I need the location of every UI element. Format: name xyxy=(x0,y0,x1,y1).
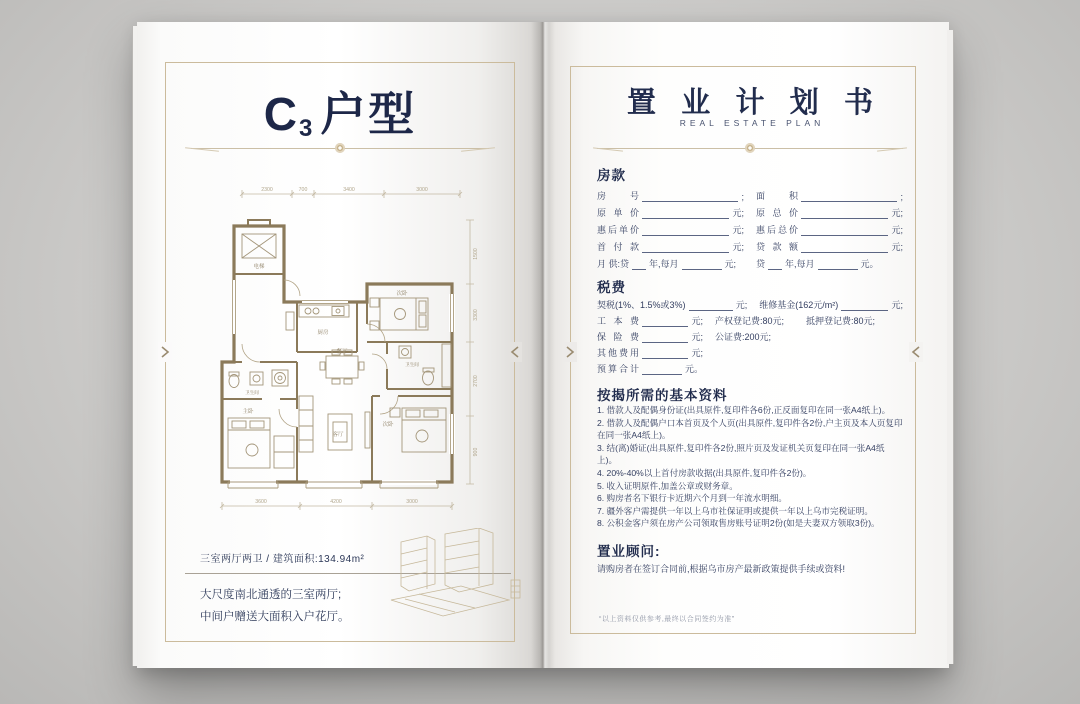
tax-row xyxy=(597,327,903,343)
tax-section-heading: 税费 xyxy=(597,280,626,295)
fill-in-blank xyxy=(642,365,682,375)
field-suffix: ; xyxy=(741,192,744,202)
footnote-text: “以上资料仅供参考,最终以合同签约为准” xyxy=(599,616,735,623)
mortgage-item: 7. 疆外客户需提供一年以上乌市社保证明或提供一年以上乌市完税证明。 xyxy=(597,505,873,516)
fill-in-blank xyxy=(689,301,733,311)
field-label: 房 号 xyxy=(597,191,639,201)
field-suffix: 元; xyxy=(732,208,744,218)
fill-in-blank xyxy=(642,333,688,343)
field-suffix: 元; xyxy=(691,316,703,326)
mortgage-item: 6. 购房者名下银行卡近期六个月到一年流水明细。 xyxy=(597,493,788,504)
dim-right-2: 3300 xyxy=(473,309,479,321)
left-page xyxy=(137,22,543,668)
unit-spec-text: 三室两厅两卫 / 建筑面积:134.94m² xyxy=(200,554,365,565)
floorplan-title-letter: C xyxy=(263,88,299,140)
field-suffix: 元; xyxy=(724,259,737,269)
title-divider-right xyxy=(597,148,903,149)
payment-section-heading: 房款 xyxy=(597,168,626,183)
dim-bottom-1: 3600 xyxy=(255,499,267,505)
field-suffix: 元; xyxy=(891,300,903,310)
left-page-content xyxy=(137,22,543,668)
field-suffix: 元; xyxy=(735,300,748,310)
payment-row-monthly xyxy=(597,253,903,270)
field-suffix: 元。 xyxy=(684,364,703,374)
mortgage-item: 3. 结(离)婚证(出具原件,复印件各2份,照片页及发证机关页复印在同一张A4纸上)。 xyxy=(597,442,885,466)
mortgage-section-heading: 按揭所需的基本资料 xyxy=(597,388,728,403)
dim-right-1: 1500 xyxy=(473,248,479,260)
tax-rows xyxy=(597,295,903,375)
tax-row xyxy=(597,359,903,375)
field-label: 其他费用 xyxy=(597,348,639,358)
right-page-content xyxy=(597,22,903,668)
room-label-bedroom-bottom: 次卧 xyxy=(382,422,394,428)
payment-row xyxy=(597,236,903,253)
room-label-living: 客厅 xyxy=(332,432,344,438)
dim-bottom-3: 3000 xyxy=(406,499,418,505)
field-suffix: 元; xyxy=(691,348,703,358)
fixed-fee-text: 产权登记费:80元; xyxy=(715,316,785,326)
fill-in-blank xyxy=(642,349,688,359)
field-suffix: 元; xyxy=(891,208,903,218)
field-label: 原单价 xyxy=(597,208,639,218)
room-label-dining: 餐厅 xyxy=(336,349,348,355)
floor-plan-drawing xyxy=(202,184,494,516)
room-labels xyxy=(242,262,419,438)
field-suffix: ; xyxy=(900,192,903,202)
field-label: 月 供:贷 xyxy=(597,259,630,269)
field-label: 工本费 xyxy=(597,316,639,326)
fill-in-blank xyxy=(768,260,782,270)
brochure-spread xyxy=(137,22,949,668)
dim-top-3: 3400 xyxy=(343,187,355,193)
fill-in-blank xyxy=(642,243,729,253)
field-label: 贷 xyxy=(756,259,766,269)
unit-description-line1: 大尺度南北通透的三室两厅; xyxy=(200,589,342,601)
building-sketch-drawing xyxy=(383,528,528,628)
consultant-text: 请购房者在签订合同前,根据乌市房产最新政策提供手续或资料! xyxy=(597,564,846,574)
dim-bottom-2: 4200 xyxy=(330,499,342,505)
dim-top-4: 3000 xyxy=(416,187,428,193)
chevron-left-icon xyxy=(909,342,923,362)
payment-row xyxy=(597,219,903,236)
chevron-right-icon xyxy=(563,342,577,362)
windows xyxy=(228,280,455,488)
chevron-left-icon xyxy=(508,342,522,362)
fill-in-blank xyxy=(642,317,688,327)
consultant-heading: 置业顾问: xyxy=(597,544,661,559)
floorplan-title-suffix: 户型 xyxy=(320,88,417,140)
dim-top-1: 2300 xyxy=(261,187,273,193)
field-label: 贷款额 xyxy=(756,242,798,252)
plan-subtitle: REAL ESTATE PLAN xyxy=(679,118,825,128)
fill-in-blank xyxy=(632,260,646,270)
field-label: 预算合计 xyxy=(597,364,639,374)
field-suffix: 元; xyxy=(732,242,744,252)
room-label-kitchen: 厨房 xyxy=(317,330,329,336)
room-label-master: 主卧 xyxy=(242,409,254,415)
room-label-bedroom-top: 次卧 xyxy=(396,291,408,297)
mortgage-item: 1. 借款人及配偶身份证(出具原件,复印件各6份,正反面复印在同一张A4纸上)。 xyxy=(597,405,891,415)
fill-in-blank xyxy=(682,260,722,270)
fill-in-blank xyxy=(841,301,888,311)
divider-ornament-icon xyxy=(745,143,755,153)
dim-top-2: 700 xyxy=(298,187,308,193)
mortgage-item: 5. 收入证明原件,加盖公章或财务章。 xyxy=(597,480,738,491)
field-suffix: 元; xyxy=(891,225,903,235)
field-label: 年,每月 xyxy=(785,259,815,269)
field-label: 惠后单价 xyxy=(597,225,639,235)
dimension-labels xyxy=(255,187,479,505)
field-label: 维修基金(162元/m²) xyxy=(759,300,839,310)
field-label: 年,每月 xyxy=(649,259,679,269)
mortgage-item: 8. 公积金客户须在房产公司领取售房账号证明2份(如是夫妻双方领取3份)。 xyxy=(597,518,880,529)
fill-in-blank xyxy=(642,209,729,219)
fixed-fee-text: 抵押登记费:80元; xyxy=(806,316,876,326)
fill-in-blank xyxy=(642,192,738,202)
field-label: 原总价 xyxy=(756,208,798,218)
right-page xyxy=(543,22,949,668)
fill-in-blank xyxy=(801,209,888,219)
payment-row xyxy=(597,185,903,202)
room-label-elevator: 电梯 xyxy=(253,264,265,270)
floorplan-title xyxy=(137,78,543,144)
mortgage-item: 2. 借款人及配偶户口本首页及个人页(出具原件,复印件各2份,户主页及本人页复印在同一张A4纸上)。 xyxy=(597,417,903,441)
fixed-fee-text: 公证费:200元; xyxy=(715,332,772,342)
mortgage-document-list xyxy=(597,404,903,530)
unit-description-line2: 中间户赠送大面积入户花厅。 xyxy=(200,611,350,623)
dim-right-4: 900 xyxy=(473,447,479,457)
tax-row xyxy=(597,311,903,327)
fill-in-blank xyxy=(818,260,858,270)
divider-ornament-icon xyxy=(335,143,345,153)
floorplan-title-number: 3 xyxy=(298,115,315,142)
room-label-bath-left: 卫生间 xyxy=(245,390,259,395)
tax-row xyxy=(597,295,903,311)
dim-right-3: 2700 xyxy=(473,375,479,387)
field-label: 面 积 xyxy=(756,191,798,201)
room-label-bath-right: 卫生间 xyxy=(405,362,419,367)
title-divider-left xyxy=(191,148,489,149)
payment-rows xyxy=(597,185,903,270)
fill-in-blank xyxy=(801,226,888,236)
tax-row xyxy=(597,343,903,359)
field-label: 契税(1%、1.5%或3%) xyxy=(597,300,686,310)
fill-in-blank xyxy=(801,192,897,202)
field-label: 保险费 xyxy=(597,332,639,342)
fill-in-blank xyxy=(801,243,888,253)
field-suffix: 元。 xyxy=(860,259,879,269)
field-suffix: 元; xyxy=(732,225,744,235)
field-label: 惠后总价 xyxy=(756,225,798,235)
mortgage-item: 4. 20%-40%以上首付房款收据(出具原件,复印件各2份)。 xyxy=(597,467,812,478)
field-suffix: 元; xyxy=(891,242,903,252)
field-label: 首付款 xyxy=(597,242,639,252)
field-suffix: 元; xyxy=(691,332,703,342)
fill-in-blank xyxy=(642,226,729,236)
plan-title: 置 业 计 划 书 xyxy=(626,87,882,119)
payment-row xyxy=(597,202,903,219)
chevron-right-icon xyxy=(158,342,172,362)
